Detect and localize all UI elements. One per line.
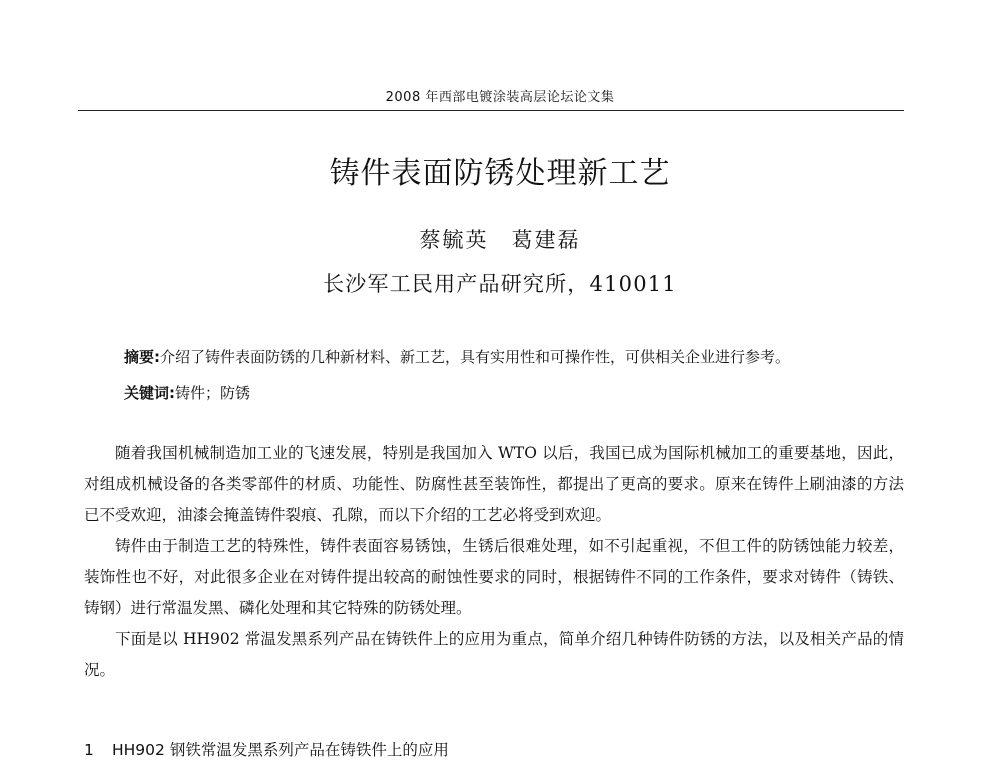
- section-number: 1: [84, 741, 94, 759]
- authors: 蔡毓英 葛建磊: [419, 228, 581, 252]
- paper-title: 铸件表面防锈处理新工艺: [329, 156, 671, 191]
- body-paragraph-1: 随着我国机械制造加工业的飞速发展，特别是我国加入 WTO 以后，我国已成为国际机械加工的重要基地，因此，对组成机械设备的各类零部件的材质、功能性、防腐性甚至装饰性，都提出了更高的要求。原来在铸件上刷油漆的方法已不受欢迎，油漆会掩盖铸件裂痕、孔隙，而以下介绍的工艺必将受到欢迎。: [84, 444, 904, 524]
- keywords-label: 关键词:: [124, 384, 175, 402]
- affiliation: 长沙军工民用产品研究所，410011: [323, 272, 677, 296]
- abstract: [124, 346, 924, 367]
- section-title: HH902 钢铁常温发黑系列产品在铸铁件上的应用: [112, 741, 449, 759]
- keywords-text: 铸件；防锈: [175, 384, 251, 402]
- body-text: [84, 438, 904, 686]
- abstract-text: 介绍了铸件表面防锈的几种新材料、新工艺，具有实用性和可操作性，可供相关企业进行参考。: [160, 348, 791, 366]
- section-heading: [84, 738, 449, 760]
- body-paragraph-2: 铸件由于制造工艺的特殊性，铸件表面容易锈蚀，生锈后很难处理，如不引起重视，不但工件的防锈蚀能力较差，装饰性也不好，对此很多企业在对铸件提出较高的耐蚀性要求的同时，根据铸件不同的工作条件，要求对铸件（铸铁、铸钢）进行常温发黑、磷化处理和其它特殊的防锈处理。: [84, 537, 904, 617]
- body-paragraph-3: 下面是以 HH902 常温发黑系列产品在铸铁件上的应用为重点，简单介绍几种铸件防锈的方法，以及相关产品的情况。: [84, 630, 904, 679]
- running-header: 2008 年西部电镀涂装高层论坛论文集: [385, 90, 615, 105]
- abstract-label: 摘要:: [124, 348, 160, 366]
- keywords: [124, 382, 250, 403]
- header-rule: [78, 110, 904, 111]
